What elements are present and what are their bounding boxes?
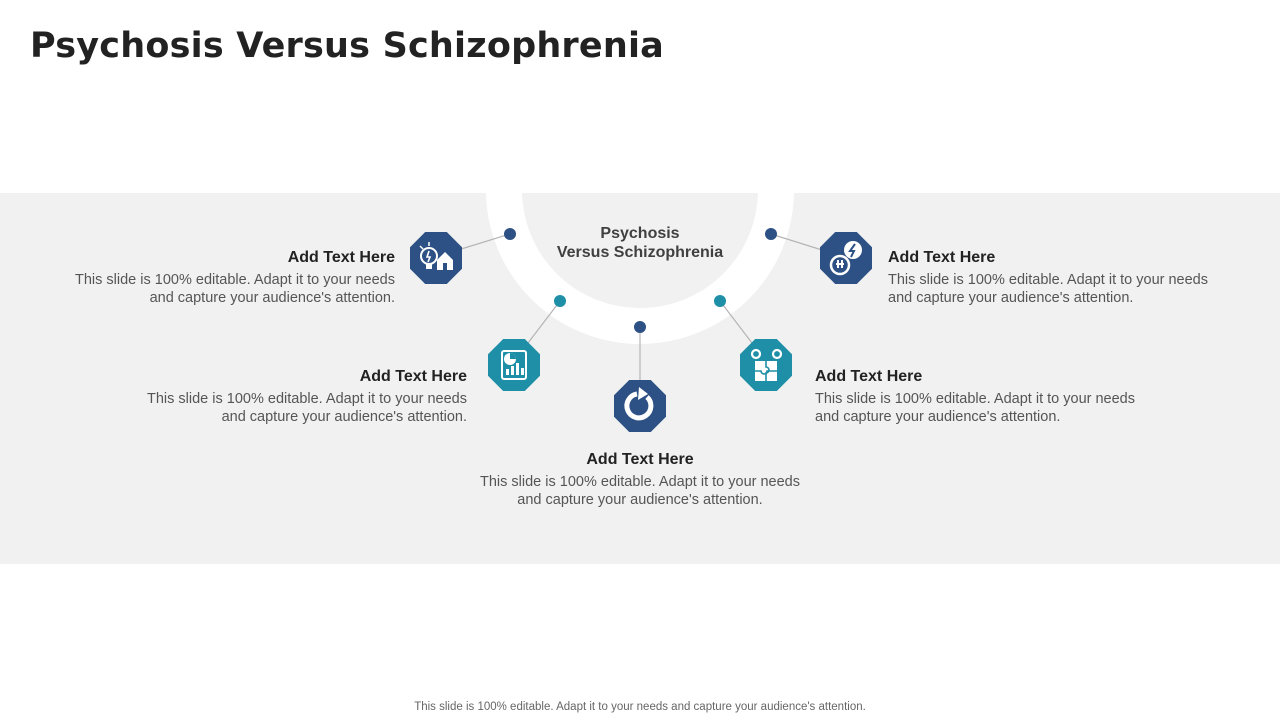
- description-line: This slide is 100% editable. Adapt it to your needs: [147, 391, 467, 407]
- item-description: [888, 271, 1228, 307]
- item-text-3: [470, 450, 810, 509]
- item-text-4: [815, 367, 1155, 426]
- description-line: and capture your audience's attention.: [221, 409, 467, 425]
- item-heading: Add Text Here: [287, 249, 395, 266]
- connector-dot: [504, 228, 516, 240]
- center-label-line: Psychosis: [600, 225, 680, 242]
- description-line: and capture your audience's attention.: [517, 492, 763, 508]
- item-description: [470, 473, 810, 509]
- center-label: [520, 224, 760, 262]
- item-heading: Add Text Here: [586, 451, 694, 468]
- item-heading: Add Text Here: [815, 368, 923, 385]
- connector-dot: [554, 295, 566, 307]
- description-line: and capture your audience's attention.: [149, 290, 395, 306]
- item-text-2: [127, 367, 467, 426]
- connector-dot: [634, 321, 646, 333]
- description-line: This slide is 100% editable. Adapt it to your needs: [815, 391, 1135, 407]
- connector-dot: [765, 228, 777, 240]
- footer-note: This slide is 100% editable. Adapt it to your needs and capture your audience's attention.: [414, 701, 866, 713]
- connector-dot: [714, 295, 726, 307]
- puzzle-gears-icon: [740, 339, 792, 391]
- description-line: and capture your audience's attention.: [815, 409, 1061, 425]
- slide-title: Psychosis Versus Schizophrenia: [30, 26, 664, 66]
- power-energy-icon: [820, 232, 872, 284]
- item-text-5: [888, 248, 1228, 307]
- report-chart-icon: [488, 339, 540, 391]
- item-description: [55, 271, 395, 307]
- item-heading: Add Text Here: [359, 368, 467, 385]
- refresh-cycle-icon: [614, 380, 666, 432]
- item-description: [815, 390, 1155, 426]
- idea-house-icon: [410, 232, 462, 284]
- description-line: This slide is 100% editable. Adapt it to your needs: [888, 272, 1208, 288]
- center-label-line: Versus Schizophrenia: [556, 244, 724, 261]
- center-ring: [504, 54, 776, 326]
- item-description: [127, 390, 467, 426]
- item-text-1: [55, 248, 395, 307]
- description-line: and capture your audience's attention.: [888, 290, 1134, 306]
- description-line: This slide is 100% editable. Adapt it to your needs: [480, 474, 800, 490]
- description-line: This slide is 100% editable. Adapt it to your needs: [75, 272, 395, 288]
- item-heading: Add Text Here: [888, 249, 996, 266]
